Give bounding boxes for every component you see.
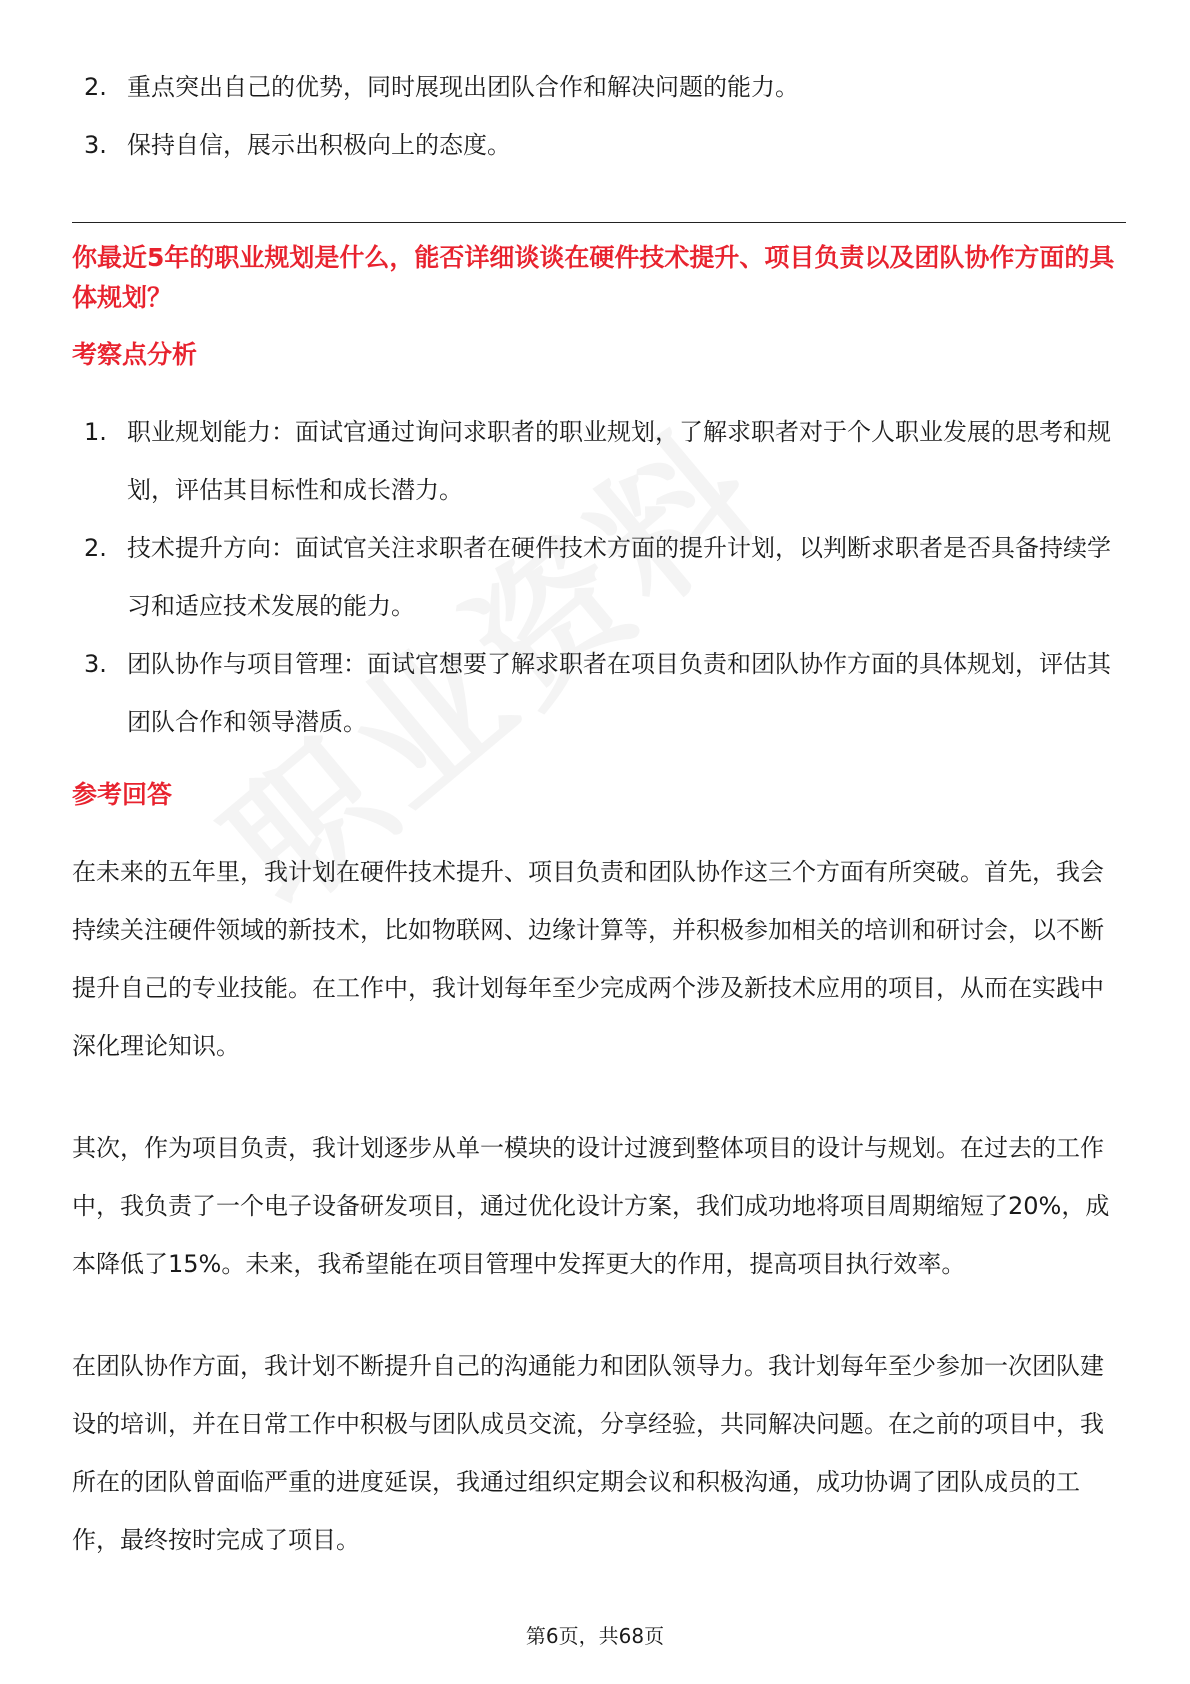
list-text: 保持自信，展示出积极向上的态度。 [127,131,511,159]
analysis-heading: 考察点分析 [72,340,198,369]
document-page [72,0,1126,1684]
list-number: 2. [84,534,107,562]
page-footer: 第6页，共68页 [525,1624,665,1648]
answer-paragraph: 在团队协作方面，我计划不断提升自己的沟通能力和团队领导力。我计划每年至少参加一次团队建设的培训，并在日常工作中积极与团队成员交流，分享经验，共同解决问题。在之前的项目中，我所在的团队曾面临严重的进度延误，我通过组织定期会议和积极沟通，成功协调了团队成员的工作，最终按时完成了项目。 [72,1352,1104,1554]
list-item [72,635,1126,751]
list-text: 重点突出自己的优势，同时展现出团队合作和解决问题的能力。 [127,73,799,101]
list-text: 团队协作与项目管理：面试官想要了解求职者在项目负责和团队协作方面的具体规划，评估其团队合作和领导潜质。 [127,650,1111,736]
list-text: 技术提升方向：面试官关注求职者在硬件技术方面的提升计划，以判断求职者是否具备持续学习和适应技术发展的能力。 [127,534,1111,620]
answer-paragraph: 其次，作为项目负责，我计划逐步从单一模块的设计过渡到整体项目的设计与规划。在过去的工作中，我负责了一个电子设备研发项目，通过优化设计方案，我们成功地将项目周期缩短了20%，成本降低了15%。未来，我希望能在项目管理中发挥更大的作用，提高项目执行效率。 [72,1134,1110,1278]
answer-paragraph: 在未来的五年里，我计划在硬件技术提升、项目负责和团队协作这三个方面有所突破。首先，我会持续关注硬件领域的新技术，比如物联网、边缘计算等，并积极参加相关的培训和研讨会，以不断提升自己的专业技能。在工作中，我计划每年至少完成两个涉及新技术应用的项目，从而在实践中深化理论知识。 [72,858,1104,1060]
list-item [72,116,1126,174]
analysis-list [72,403,1126,751]
list-number: 2. [84,73,107,101]
list-text: 职业规划能力：面试官通过询问求职者的职业规划，了解求职者对于个人职业发展的思考和规划，评估其目标性和成长潜力。 [127,418,1111,504]
answer-body [72,843,1126,1613]
top-list [72,58,1126,174]
question-title: 你最近5年的职业规划是什么，能否详细谈谈在硬件技术提升、项目负责以及团队协作方面的具体规划？ [72,243,1115,312]
list-item [72,519,1126,635]
section-divider [72,222,1126,223]
list-number: 3. [84,131,107,159]
answer-heading: 参考回答 [72,780,173,809]
list-number: 3. [84,650,107,678]
list-item [72,403,1126,519]
list-number: 1. [84,418,107,446]
list-item [72,58,1126,116]
